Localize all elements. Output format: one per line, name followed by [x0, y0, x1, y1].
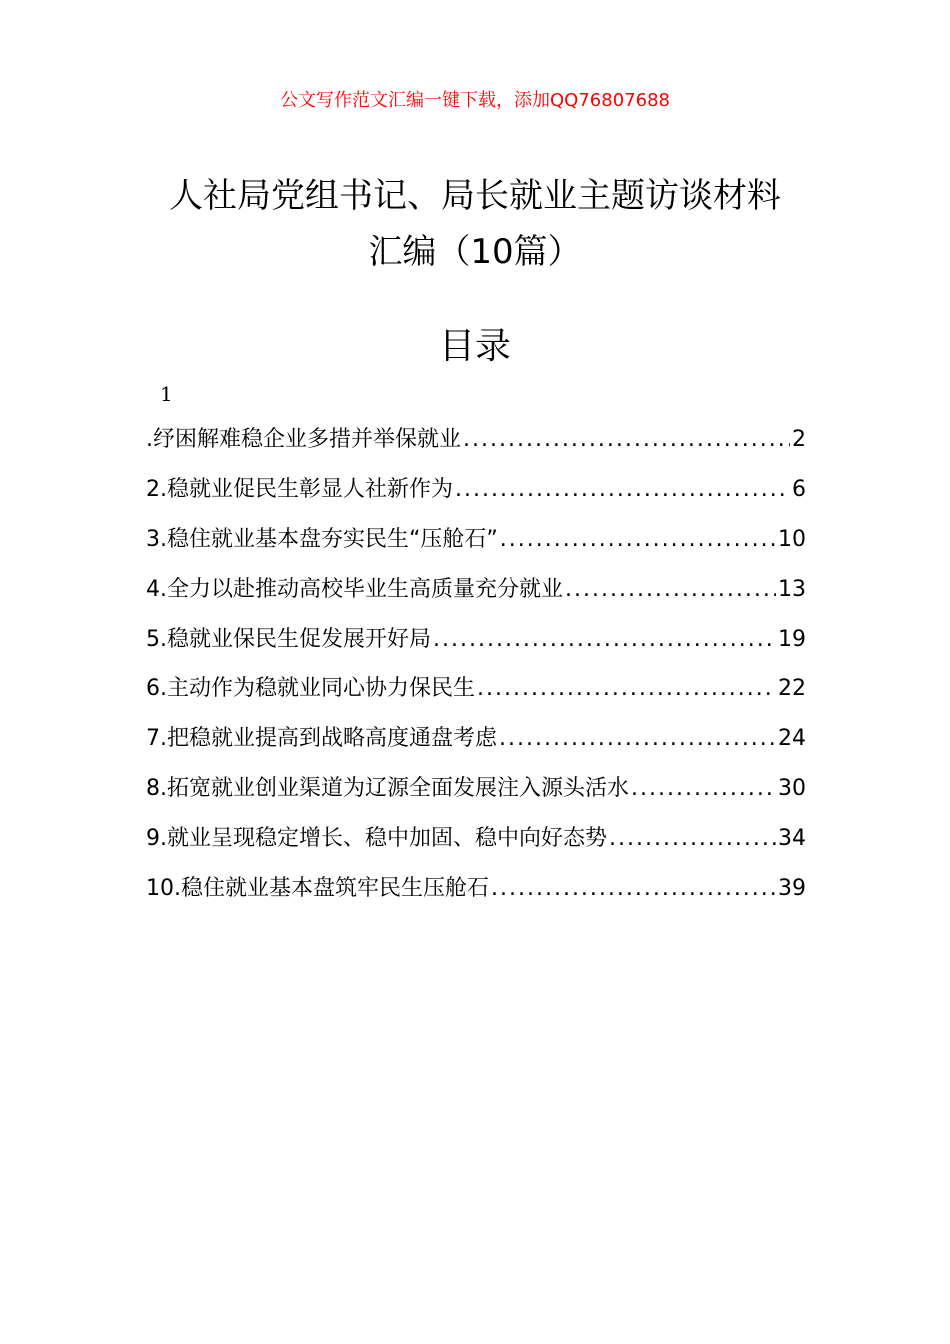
toc-dot-leader	[463, 427, 790, 452]
toc-dot-leader	[433, 627, 776, 652]
toc-entry-title: 6.主动作为稳就业同心协力保民生	[146, 676, 475, 702]
toc-entry-page: 6	[792, 476, 806, 502]
toc-entry-page: 34	[778, 826, 806, 852]
toc-entry-title: 5.稳就业保民生促发展开好局	[146, 626, 431, 652]
toc-entry-page: 19	[778, 626, 806, 652]
toc-entry[interactable]	[146, 821, 806, 871]
toc-entry-page: 2	[792, 427, 806, 452]
toc-entry[interactable]	[146, 472, 806, 522]
toc-entry-page: 39	[778, 876, 806, 902]
toc-dot-leader	[565, 577, 776, 602]
promo-header: 公文写作范文汇编一键下载，添加QQ76807688	[280, 90, 670, 111]
toc-index-number: 1	[160, 382, 173, 406]
toc-entry[interactable]	[146, 771, 806, 821]
toc-dot-leader	[491, 876, 776, 901]
toc-entry[interactable]	[146, 721, 806, 771]
toc-entry-title: 10.稳住就业基本盘筑牢民生压舱石	[146, 876, 489, 902]
toc-entry-title: .纾困解难稳企业多措并举保就业	[146, 427, 461, 452]
toc-entry[interactable]	[146, 671, 806, 721]
toc-entry-page: 30	[778, 776, 806, 802]
toc-dot-leader	[609, 826, 776, 851]
toc-entry[interactable]	[146, 522, 806, 572]
toc-dot-leader	[455, 477, 790, 502]
toc-entry-page: 24	[778, 726, 806, 752]
toc-entry[interactable]	[146, 622, 806, 672]
document-title	[120, 168, 830, 280]
toc-entry-title: 8.拓宽就业创业渠道为辽源全面发展注入源头活水	[146, 776, 629, 802]
toc-dot-leader	[477, 676, 776, 701]
toc-entry-title: 4.全力以赴推动高校毕业生高质量充分就业	[146, 576, 563, 602]
toc-entry-title: 7.把稳就业提高到战略高度通盘考虑	[146, 726, 497, 752]
toc-list	[146, 422, 806, 921]
toc-entry-page: 13	[778, 576, 806, 602]
document-title-line-1: 人社局党组书记、局长就业主题访谈材料	[169, 176, 781, 216]
document-title-line-2: 汇编（10篇）	[368, 232, 582, 272]
toc-entry[interactable]	[146, 422, 806, 472]
toc-dot-leader	[500, 527, 776, 552]
toc-entry-title: 3.稳住就业基本盘夯实民生“压舱石”	[146, 526, 498, 552]
toc-heading: 目录	[438, 326, 511, 367]
toc-entry[interactable]	[146, 871, 806, 921]
toc-dot-leader	[631, 776, 776, 801]
toc-entry-page: 10	[778, 526, 806, 552]
toc-entry-page: 22	[778, 676, 806, 702]
toc-entry-title: 9.就业呈现稳定增长、稳中加固、稳中向好态势	[146, 826, 607, 852]
toc-entry-title: 2.稳就业促民生彰显人社新作为	[146, 476, 453, 502]
toc-dot-leader	[499, 726, 776, 751]
toc-entry[interactable]	[146, 572, 806, 622]
